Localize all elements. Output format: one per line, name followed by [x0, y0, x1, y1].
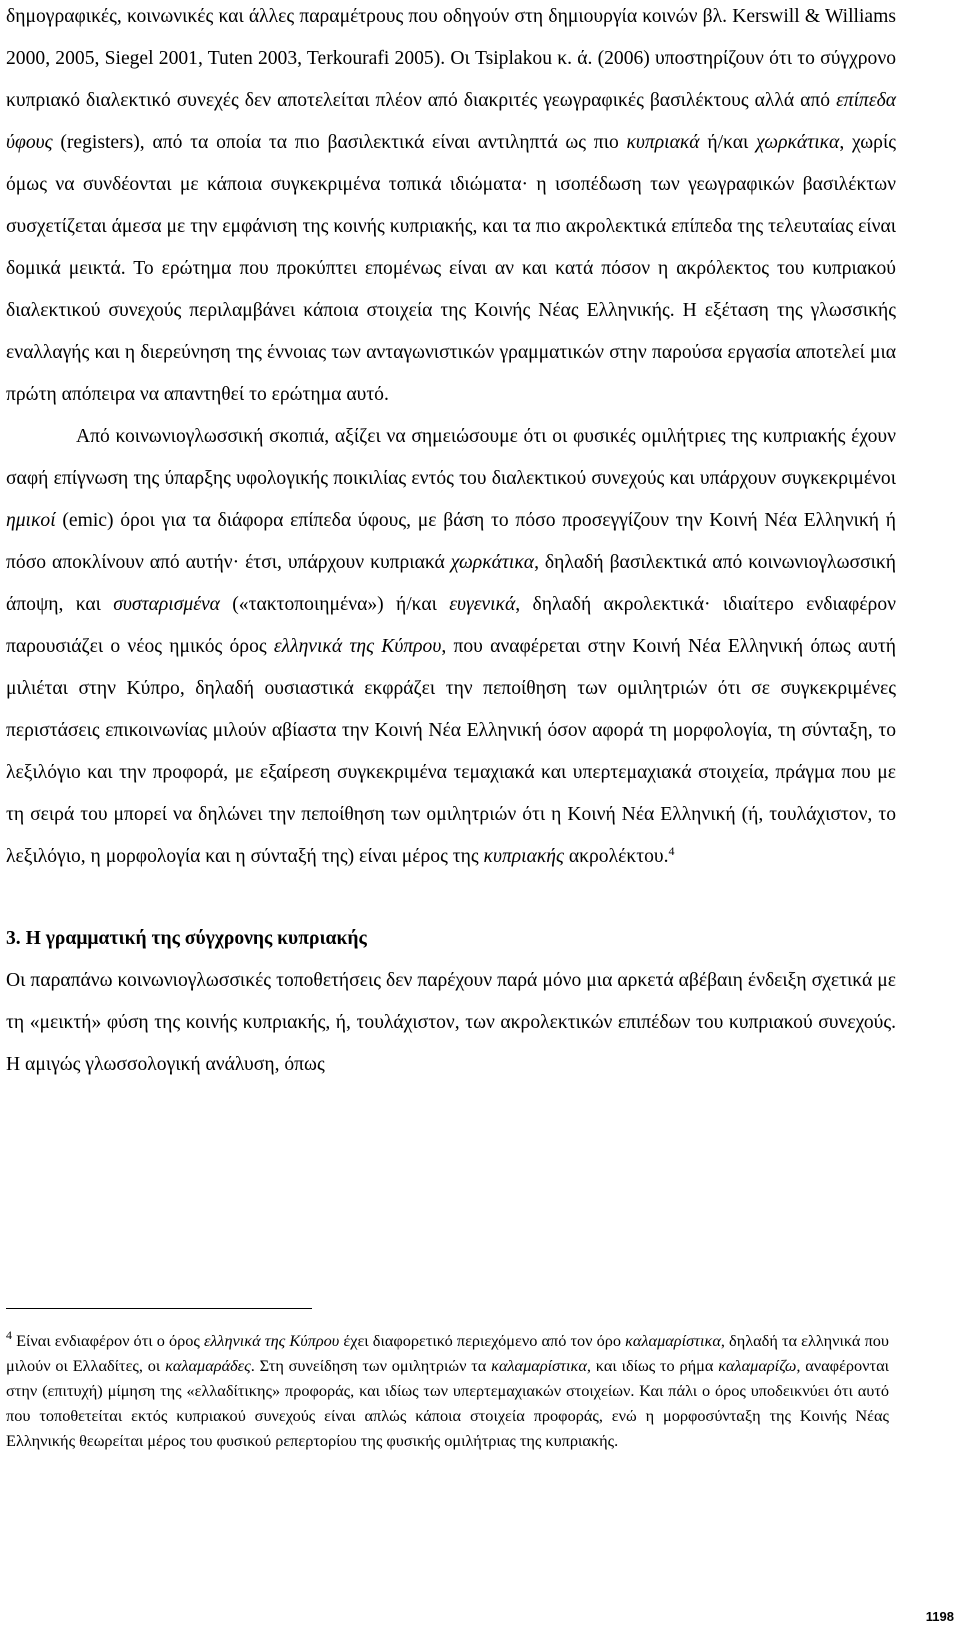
footnote-number: 4 [6, 1328, 12, 1342]
body-paragraph: Από κοινωνιογλωσσική σκοπιά, αξίζει να σημειώσουμε ότι οι φυσικές ομιλήτριες της κυπριακής έχουν σαφή επίγνωση της ύπαρξης υφολογικής ποικιλίας εντός του διαλεκτικού συνεχούς και υπάρχουν συγκεκριμένοι ημικοί (emic) όροι για τα διάφορα επίπεδα ύφους, με βάση το πόσο προσεγγίζουν την Κοινή Νέα Ελληνική ή πόσο αποκλίνουν από αυτήν· έτσι, υπάρχουν κυπριακά χωρκάτικα, δηλαδή βασιλεκτικά από κοινωνιογλωσσική άποψη, και συσταρισμένα («τακτοποιημένα») ή/και ευγενικά, δηλαδή ακρολεκτικά· ιδιαίτερο ενδιαφέρον παρουσιάζει ο νέος ημικός όρος ελληνικά της Κύπρου, που αναφέρεται στην Κοινή Νέα Ελληνική όπως αυτή μιλιέται στην Κύπρο, δηλαδή ουσιαστικά εκφράζει την πεποίθηση των ομιλητριών ότι σε συγκεκριμένες περιστάσεις επικοινωνίας μιλούν αβίαστα την Κοινή Νέα Ελληνική όσον αφορά τη μορφολογία, τη σύνταξη, το λεξιλόγιο και την προφορά, με εξαίρεση συγκεκριμένα τεμαχιακά και υπερτεμαχιακά στοιχεία, πράγμα που με τη σειρά του μπορεί να δηλώνει την πεποίθηση των ομιλητριών ότι η Κοινή Νέα Ελληνική (ή, τουλάχιστον, το λεξιλόγιο, η μορφολογία και η σύνταξή της) είναι μέρος της κυπριακής ακρολέκτου.$^4$ [6, 426, 897, 867]
footnote-reference[interactable]: 4 [668, 844, 675, 858]
page-number: 1198 [925, 1609, 954, 1624]
section-heading: 3. Η γραμματική της σύγχρονης κυπριακής [6, 928, 367, 949]
body-paragraph: δημογραφικές, κοινωνικές και άλλες παραμέτρους που οδηγούν στη δημιουργία κοινών βλ. Kerswill & Williams 2000, 2005, Siegel 2001, Tuten 2003, Terkourafi 2005). Οι Tsiplakou κ. ά. (2006) υποστηρίζουν ότι το σύγχρονο κυπριακό διαλεκτικό συνεχές δεν αποτελείται πλέον από διακριτές γεωγραφικές βασιλέκτους αλλά από επίπεδα ύφους (registers), από τα οποία τα πιο βασιλεκτικά είναι αντιληπτά ως πιο κυπριακά ή/και χωρκάτικα, χωρίς όμως να συνδέονται με κάποια συγκεκριμένα τοπικά ιδιώματα· η ισοπέδωση των γεωγραφικών βασιλέκτων συσχετίζεται άμεσα με την εμφάνιση της κοινής κυπριακής, και τα πιο ακρολεκτικά επίπεδα της τελευταίας είναι δομικά μεικτά. Το ερώτημα που προκύπτει επομένως είναι αν και κατά πόσον η ακρόλεκτος του κυπριακού διαλεκτικού συνεχούς περιλαμβάνει κάποια στοιχεία της Κοινής Νέας Ελληνικής. Η εξέταση της γλωσσικής εναλλαγής και η διερεύνηση της έννοιας των ανταγωνιστικών γραμματικών στην παρούσα εργασία αποτελεί μια πρώτη απόπειρα να απαντηθεί το ερώτημα αυτό. [6, 6, 896, 405]
footnote: $^4$ Είναι ενδιαφέρον ότι ο όρος ελληνικά της Κύπρου έχει διαφορετικό περιεχόμενο από τον όρο καλαμαρίστικα, δηλαδή τα ελληνικά που μιλούν οι Ελλαδίτες, οι καλαμαράδες. Στη συνείδηση των ομιλητριών τα καλαμαρίστικα, και ιδίως το ρήμα καλαμαρίζω, αναφέρονται στην (επιτυχή) μίμηση της «ελλαδίτικης» προφοράς, και ιδίως των υπερτεμαχιακών στοιχείων. Και πάλι ο όρος υποδεικνύει ότι αυτό που τοποθετείται εκτός κυπριακού συνεχούς είναι απλώς κάποια στοιχεία προφοράς, ενώ η μορφοσύνταξη της Κοινής Νέας Ελληνικής θεωρείται μέρος του φυσικού ρεπερτορίου της φυσικής ομιλήτριας της κυπριακής. [6, 1328, 889, 1450]
document-page [6, 0, 896, 1086]
footnote-divider [6, 1308, 312, 1309]
body-paragraph: Οι παραπάνω κοινωνιογλωσσικές τοποθετήσεις δεν παρέχουν παρά μόνο μια αρκετά αβέβαιη ένδειξη σχετικά με τη «μεικτή» φύση της κοινής κυπριακής, ή, τουλάχιστον, των ακρολεκτικών επιπέδων του κυπριακού συνεχούς. Η αμιγώς γλωσσολογική ανάλυση, όπως [6, 970, 896, 1075]
